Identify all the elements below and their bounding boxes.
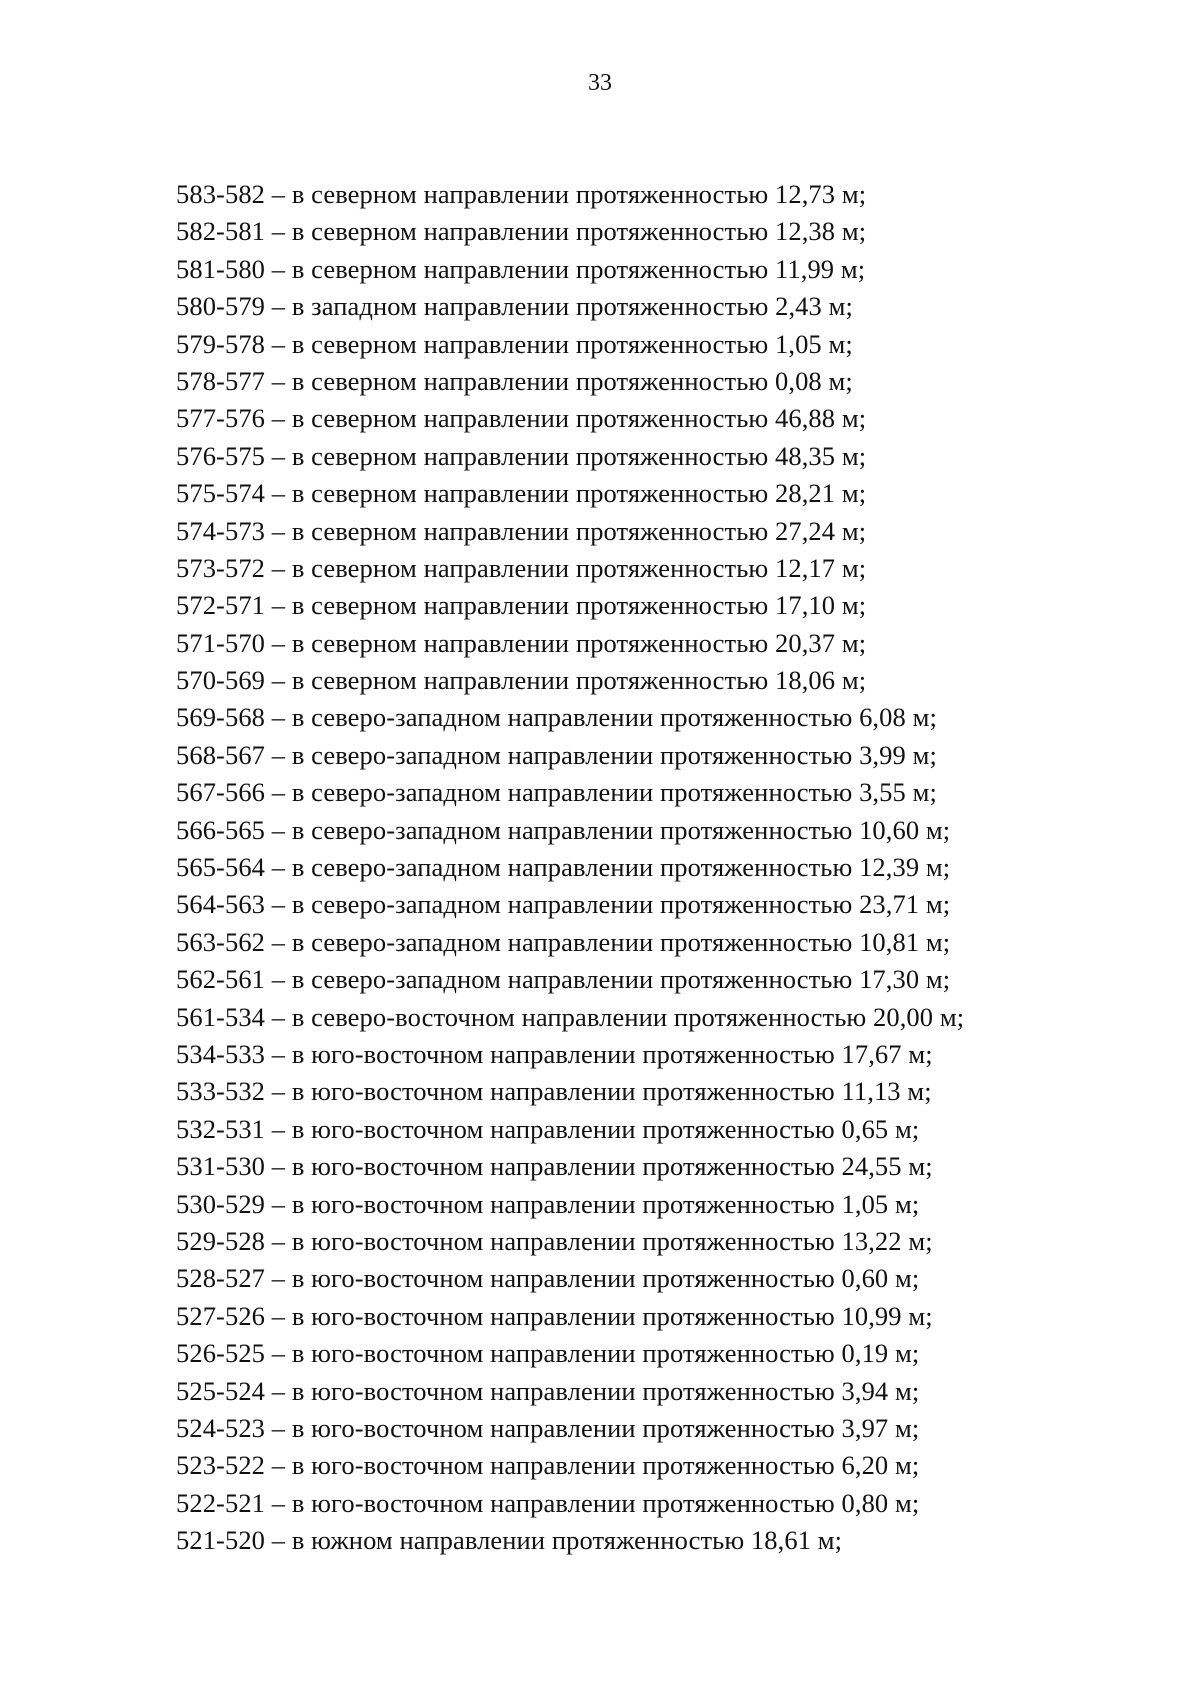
boundary-segment-line: 571-570 – в северном направлении протяженностью 20,37 м;	[176, 627, 867, 658]
boundary-segment-line: 572-571 – в северном направлении протяженностью 17,10 м;	[176, 590, 867, 621]
boundary-segment-line: 577-576 – в северном направлении протяженностью 46,88 м;	[176, 403, 867, 434]
boundary-segment-line: 583-582 – в северном направлении протяженностью 12,73 м;	[176, 179, 867, 209]
boundary-segment-line: 580-579 – в западном направлении протяженностью 2,43 м;	[176, 291, 853, 322]
boundary-segment-line: 570-569 – в северном направлении протяженностью 18,06 м;	[176, 665, 867, 696]
boundary-segment-line: 533-532 – в юго-восточном направлении протяженностью 11,13 м;	[176, 1076, 932, 1107]
boundary-segment-line: 563-562 – в северо-западном направлении протяженностью 10,81 м;	[176, 926, 951, 957]
boundary-segment-line: 532-531 – в юго-восточном направлении протяженностью 0,65 м;	[176, 1113, 920, 1144]
boundary-segment-line: 529-528 – в юго-восточном направлении протяженностью 13,22 м;	[176, 1225, 933, 1256]
boundary-segment-line: 575-574 – в северном направлении протяженностью 28,21 м;	[176, 478, 867, 509]
boundary-segment-line: 523-522 – в юго-восточном направлении протяженностью 6,20 м;	[176, 1450, 920, 1481]
boundary-segment-line: 562-561 – в северо-западном направлении протяженностью 17,30 м;	[176, 964, 951, 995]
boundary-segment-line: 581-580 – в северном направлении протяженностью 11,99 м;	[176, 253, 866, 284]
page-number: 33	[588, 70, 612, 96]
boundary-segment-line: 576-575 – в северном направлении протяженностью 48,35 м;	[176, 440, 867, 471]
boundary-segment-line: 568-567 – в северо-западном направлении протяженностью 3,99 м;	[176, 739, 937, 770]
boundary-segment-line: 573-572 – в северном направлении протяженностью 12,17 м;	[176, 552, 867, 583]
boundary-segment-list	[176, 176, 964, 1559]
boundary-segment-line: 574-573 – в северном направлении протяженностью 27,24 м;	[176, 515, 867, 546]
boundary-segment-line: 534-533 – в юго-восточном направлении протяженностью 17,67 м;	[176, 1038, 933, 1069]
boundary-segment-line: 525-524 – в юго-восточном направлении протяженностью 3,94 м;	[176, 1375, 920, 1406]
boundary-segment-line: 578-577 – в северном направлении протяженностью 0,08 м;	[176, 365, 853, 396]
boundary-segment-line: 530-529 – в юго-восточном направлении протяженностью 1,05 м;	[176, 1188, 920, 1219]
boundary-segment-line: 582-581 – в северном направлении протяженностью 12,38 м;	[176, 216, 867, 247]
boundary-segment-line: 569-568 – в северо-западном направлении протяженностью 6,08 м;	[176, 702, 937, 733]
boundary-segment-line: 526-525 – в юго-восточном направлении протяженностью 0,19 м;	[176, 1338, 920, 1369]
boundary-segment-line: 566-565 – в северо-западном направлении протяженностью 10,60 м;	[176, 814, 951, 845]
boundary-segment-line: 522-521 – в юго-восточном направлении протяженностью 0,80 м;	[176, 1487, 920, 1518]
boundary-segment-line: 567-566 – в северо-западном направлении протяженностью 3,55 м;	[176, 777, 937, 808]
boundary-segment-line: 527-526 – в юго-восточном направлении протяженностью 10,99 м;	[176, 1300, 933, 1331]
boundary-segment-line: 565-564 – в северо-западном направлении протяженностью 12,39 м;	[176, 852, 951, 883]
boundary-segment-line: 528-527 – в юго-восточном направлении протяженностью 0,60 м;	[176, 1263, 920, 1294]
boundary-segment-line: 579-578 – в северном направлении протяженностью 1,05 м;	[176, 328, 853, 359]
boundary-segment-line: 524-523 – в юго-восточном направлении протяженностью 3,97 м;	[176, 1412, 920, 1443]
boundary-segment-line: 531-530 – в юго-восточном направлении протяженностью 24,55 м;	[176, 1151, 933, 1182]
boundary-segment-line: 561-534 – в северо-восточном направлении протяженностью 20,00 м;	[176, 1001, 965, 1032]
boundary-segment-line: 564-563 – в северо-западном направлении протяженностью 23,71 м;	[176, 889, 951, 920]
boundary-segment-line: 521-520 – в южном направлении протяженностью 18,61 м;	[176, 1525, 843, 1556]
